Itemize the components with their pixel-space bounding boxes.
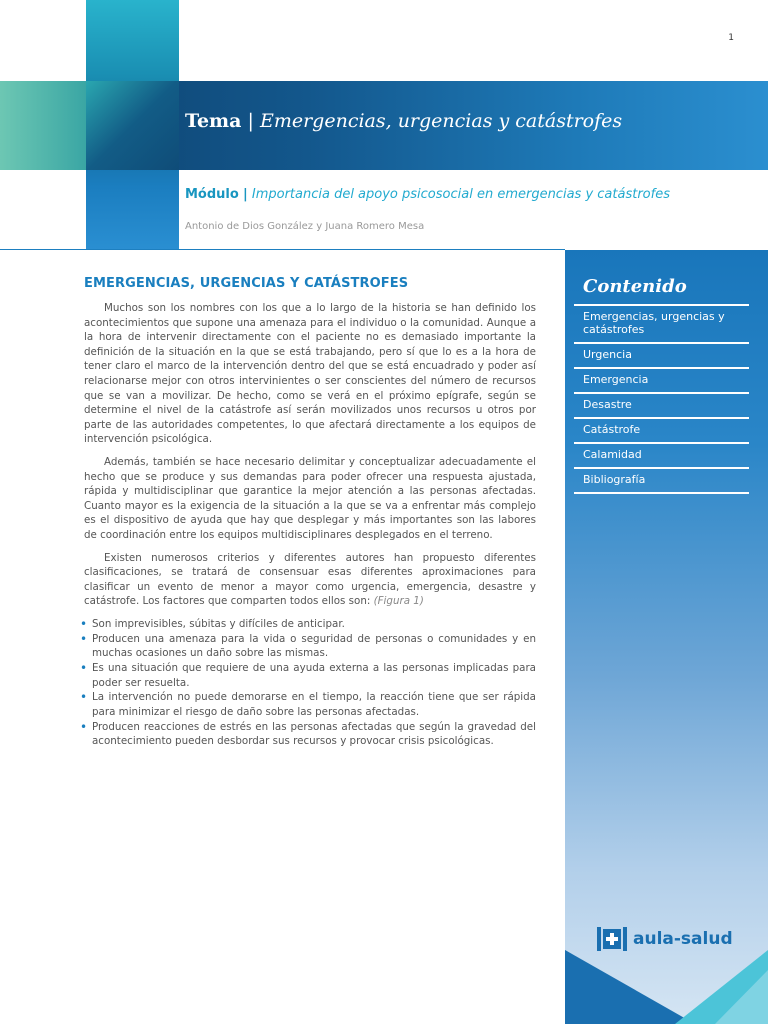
- toc-item-desastre[interactable]: Desastre: [574, 392, 749, 417]
- authors: Antonio de Dios González y Juana Romero Mesa: [185, 221, 425, 232]
- list-item: • Producen reacciones de estrés en las personas afectadas que según la gravedad del acontecimiento pueden desbordar sus recursos y provocar crisis psicológicas.: [84, 720, 536, 749]
- modulo-heading: [185, 187, 670, 202]
- list-item: • La intervención no puede demorarse en el tiempo, la reacción tiene que ser rápida para minimizar el riesgo de daño sobre las personas afectadas.: [84, 690, 536, 719]
- aula-salud-logo: [597, 925, 733, 953]
- paragraph-1: Muchos son los nombres con los que a lo largo de la historia se han definido los acontecimientos que supone una amenaza para el individuo o la comunidad. Aunque a la hora de intervenir directamente con el paciente no es demasiado importante la definición de la situación en la que se está trabajando, pero sí que lo es a la hora de tener claro el marco de la intervención dentro del que se está encuadrado y poder así relacionarse mejor con otros intervinientes o ser conscientes del número de recursos que se van a movilizar. De hecho, como se verá en el próximo epígrafe, según se determine el nivel de la catástrofe así serán movilizados unos recursos u otros por parte de las autoridades competentes, lo que afectará directamente a los equipos de intervención psicológica.: [84, 302, 536, 446]
- toc-item-emergencias-urgencias-catastrofes[interactable]: Emergencias, urgencias y catástrofes: [574, 304, 749, 342]
- tema-separator: |: [247, 110, 254, 132]
- toc-item-urgencia[interactable]: Urgencia: [574, 342, 749, 367]
- list-item: • Producen una amenaza para la vida o seguridad de personas o comunidades y en muchas ocasiones un daño sobre las mismas.: [84, 632, 536, 661]
- header-cross-center: [86, 81, 179, 170]
- logo-text: aula-salud: [633, 929, 733, 949]
- paragraph-2: Además, también se hace necesario delimitar y conceptualizar adecuadamente el hecho que se produce y sus demandas para poder ofrecer una respuesta ajustada, rápida y multidisciplinar que garantice la mejor atención a las personas afectadas. Cuanto mayor es la exigencia de la situación a la que se va a enfrentar más complejo es el dispositivo de ayuda que hay que desplegar y más importantes son las labores de coordinación entre los equipos multidisciplinares desplegados en el terreno.: [84, 455, 536, 541]
- paragraph-3-text: Existen numerosos criterios y diferentes autores han propuesto diferentes clasificaciones, se tratará de consensuar esas diferentes aproximaciones para clasificar un evento de menor a mayor como urgencia, emergencia, desastre y catástrofe. Los factores que comparten todos ellos son:: [84, 551, 536, 608]
- tema-heading: [185, 110, 622, 132]
- aula-salud-logo-icon: [597, 925, 627, 953]
- modulo-title: Importancia del apoyo psicosocial en emergencias y catástrofes: [251, 187, 670, 202]
- contents-sidebar: [565, 250, 768, 1024]
- page-number: 1: [728, 33, 734, 43]
- modulo-separator: |: [242, 187, 248, 202]
- tema-title: Emergencias, urgencias y catástrofes: [259, 110, 623, 132]
- list-item: • Son imprevisibles, súbitas y difíciles de anticipar.: [84, 617, 536, 631]
- toc-item-calamidad[interactable]: Calamidad: [574, 442, 749, 467]
- corner-decoration: [565, 950, 768, 1024]
- toc-item-bibliografia[interactable]: Bibliografía: [574, 467, 749, 494]
- header-teal-accent: [0, 81, 86, 170]
- main-content: [84, 276, 536, 749]
- sidebar-title: Contenido: [583, 276, 687, 297]
- paragraph-3: [84, 551, 536, 609]
- header-divider: [0, 249, 565, 250]
- toc-item-catastrofe[interactable]: Catástrofe: [574, 417, 749, 442]
- modulo-label: Módulo: [185, 187, 239, 202]
- tema-label: Tema: [185, 110, 242, 132]
- section-title: EMERGENCIAS, URGENCIAS Y CATÁSTROFES: [84, 276, 409, 291]
- factors-list: [84, 617, 536, 749]
- toc-item-emergencia[interactable]: Emergencia: [574, 367, 749, 392]
- table-of-contents: [574, 304, 749, 494]
- list-item: • Es una situación que requiere de una ayuda externa a las personas implicadas para poder ser resuelta.: [84, 661, 536, 690]
- figure-reference[interactable]: (Figura 1): [373, 595, 424, 608]
